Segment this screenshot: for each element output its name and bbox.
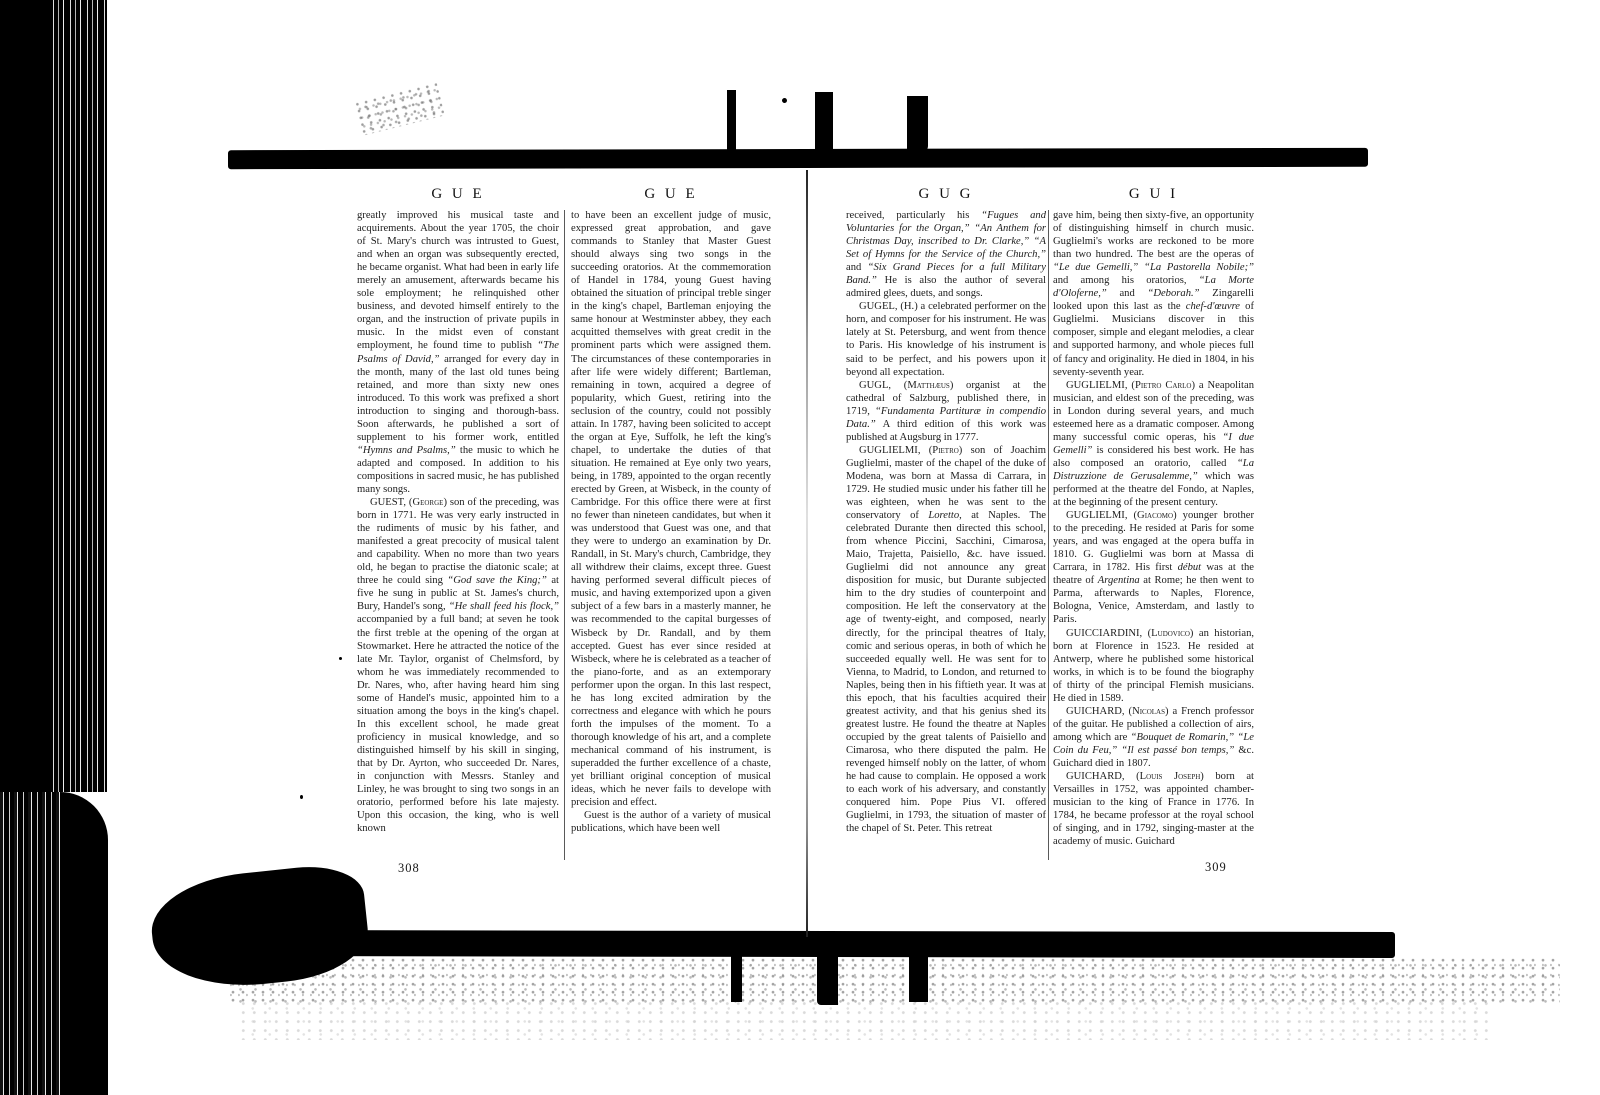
text-run: to have been an excellent judge of music, expressed great approbation, and gave commands to Stanley that Master Guest should always sing two songs in the succeeding oratorios. At the commemoration of Handel in 1784, young Guest having obtained the situation of principal treble singer in the king's chapel, Bartleman enjoying the same honour at Westminster abbey, they each acquitted themselves with great credit in the prominent parts which were assigned them. The circumstances of these contemporaries in after life were widely different; Bartleman, remaining in town, acquired a degree of popularity, which Guest, retiring into the seclusion of the country, could not possibly attain. In 1787, having been solicited to accept the organ at Eye, Suffolk, he left the king's chapel, to undertake the duties of that situation. He remained at Eye only two years, being, in 1789, appointed to the organ recently erected by Green, at Wisbeck, in the county of Cambridge. For this office there were at first no fewer than nineteen candidates, but when it was understood that Guest was one, and that they were to undergo an examination by Dr. Randall, in St. Mary's church, Cambridge, they all withdrew their claims, except three. Guest having performed several difficult pieces of music, and having extemporized upon a given subject of a few bars in a masterly manner, he was recommended to the capital burgesses of Wisbeck by Dr. Randall, and by them accepted. Guest has ever since resided at Wisbeck, where he is celebrated as a teacher of the piano-forte, and as an extemporary performer upon the organ. In this last respect, he has long excited admiration by the correctness and elegance with which he pours forth the impulses of the moment. To a thorough knowledge of his art, and a complete mechanical command of his instrument, is superadded the further excellence of a chaste, yet brilliant original conception of musical ideas, which he never fails to develope with precision and effect. — [571, 210, 771, 809]
text-run: &c. Guichard died in 1807. — [1053, 744, 1254, 769]
page-number: 309 — [1205, 860, 1227, 874]
text-run: “A Set of Hymns for the Service of the Church,” — [846, 236, 1046, 261]
text-run: “La Distruzzione de Gerusalemme,” — [1053, 457, 1254, 482]
text-run: “The Psalms of David,” — [357, 340, 559, 365]
text-run: the music to which he adapted and composed. In addition to his compositions in sacred music, he has published many songs. — [357, 444, 559, 495]
text-run: GUGLIELMI, ( — [1066, 510, 1138, 522]
text-run: GUGLIELMI, ( — [859, 444, 933, 456]
text-run: GUICHARD, ( — [1066, 771, 1140, 783]
text-run: “Hymns and Psalms,” — [357, 444, 456, 456]
text-run: and among his oratorios, — [1053, 275, 1199, 287]
text-run: accompanied by a full band; at seven he took the first treble at the opening of the organ at Stowmarket. Here he attracted the notice of the late Mr. Taylor, organist of Chelmsford, by whom he was immediately recommended to Dr. Nares, who, after having heard him sing some of Handel's music, appointed him to a situation among the boys in the king's chapel. In this excellent school, he made great proficiency in musical knowledge, and so distinguished himself by his skill in singing, that by Dr. Ayrton, who succeeded Dr. Nares, in conjunction with Messrs. Stanley and Linley, he was brought to sing two songs in an oratorio, performed before his late majesty. Upon this occasion, the king, who is well known — [357, 614, 559, 835]
text-run: Argentina — [1097, 575, 1140, 587]
text-run: GUICCIARDINI, ( — [1066, 627, 1152, 639]
paragraph — [1053, 379, 1254, 509]
text-run: ) an historian, born at Florence in 1523. He resided at Antwerp, where he published some historical works, in which is to be found the biography of thirty of the principal Flemish musicians. He died in 1589. — [1053, 627, 1254, 704]
book-top-edge — [228, 148, 1368, 169]
column-divider-right-page — [1048, 210, 1049, 860]
scan-smudge — [355, 82, 445, 135]
book-gutter-line — [806, 170, 808, 937]
text-run: Giacomo — [1137, 510, 1174, 522]
running-head: G U E — [644, 186, 698, 202]
paragraph — [357, 496, 559, 835]
text-run: was at the theatre of — [1053, 562, 1254, 587]
text-run: ) son of Joachim Guglielmi, master of the chapel of the duke of Modena, was born at Massa di Carrara, in 1729. He studied music under his father till he was eighteen, when he was sent to the conservatory of — [846, 444, 1046, 522]
text-run: “I due Gemelli” — [1053, 431, 1254, 456]
text-run: Zingarelli looked upon this last as the — [1053, 288, 1254, 313]
paragraph — [846, 209, 1046, 300]
running-head: G U I — [1128, 186, 1179, 202]
text-run: “La Morte d'Oloferne,” — [1053, 275, 1254, 300]
text-run: “God save the King;” — [447, 575, 547, 587]
bookmark-tab-top-3 — [907, 96, 928, 152]
left-page-column-2 — [571, 186, 771, 861]
text-run: ) a French professor of the guitar. He published a collection of airs, among which are — [1053, 705, 1254, 743]
text-run: “He shall feed his flock,” — [448, 601, 559, 613]
text-run: greatly improved his musical taste and acquirements. About the year 1705, the choir of St. Mary's church was intrusted to Guest, and when an organ was subsequently erected, he became organist. What had been in early life merely an amusement, afterwards became his sole employment; he relinquished other business, and devoted himself entirely to the organ, and the instruction of private pupils in music. In the midst even of constant employment, he found time to publish — [357, 210, 559, 352]
paragraph — [1053, 509, 1254, 626]
text-run: at Rome; he then went to Parma, afterwards to Naples, Florence, Bologna, Venice, Amsterdam, and lastly to Paris. — [1053, 575, 1254, 626]
text-run: at Naples. The celebrated Durante then directed this school, from whence Piccini, Sacchini, Cimarosa, Maio, Trajetta, Paisiello, &c. have issued. Guglielmi did not announce any great disposition for music, but Durante subjected him to the dry studies of counterpoint and composition. He left the conservatory at the age of twenty-eight, and composed, nearly directly, for the principal theatres of Italy, comic and serious operas, in both of which he succeeded equally well. He was sent for to Vienna, to Madrid, to London, and returned to Naples, being then in his fiftieth year. It was at this epoch, that his faculties acquired their greatest activity, and that his genius shed its greatest lustre. He found the theatre at Naples occupied by the great talents of Paisiello and Cimarosa, who there disputed the palm. He revenged himself nobly on the latter, of whom he had cause to complain. He opposed a work to each work of his adversary, and constantly conquered him. Pope Pius VI. offered Guglielmi, in 1793, the situation of master of the chapel of St. Peter. This retreat — [846, 510, 1046, 835]
text-run: “Six Grand Pieces for a full Military Band.” — [846, 262, 1046, 287]
text-run: and — [846, 262, 868, 274]
text-run: “Le Coin du Feu,” — [1053, 731, 1254, 756]
text-run: George — [412, 497, 444, 509]
paragraph — [571, 209, 771, 809]
text-run: chef-d'œuvre — [1185, 301, 1240, 313]
running-head: G U G — [918, 186, 974, 202]
text-run: “An Anthem for Christmas Day, inscribed to Dr. Clarke,” — [846, 223, 1046, 248]
left-page-column-1 — [357, 186, 559, 861]
running-head: G U E — [431, 186, 485, 202]
text-run: ) son of the preceding, was born in 1771. He was very early instructed in the rudiments of music by his father, and manifested a great precocity of musical talent and capability. When no more than two years old, he began to practise the diatonic scale; at three he could sing — [357, 497, 559, 587]
text-run: “Fugues and Voluntaries for the Organ,” — [846, 210, 1046, 235]
ink-speck — [339, 657, 342, 660]
column-divider-left-page — [564, 210, 565, 860]
paragraph — [571, 809, 771, 835]
text-run: GUGL, ( — [859, 379, 908, 391]
text-run: “Bouquet de Romarin,” — [1130, 731, 1235, 743]
text-run: Guest is the author of a variety of musical publications, which have been well — [571, 810, 771, 835]
text-run: He is also the author of several admired glees, duets, and songs. — [846, 275, 1046, 300]
page-number: 308 — [398, 861, 420, 875]
column-text — [357, 209, 559, 861]
book-left-page-edges — [0, 0, 107, 792]
text-run: “Fundamenta Partituræ in compendio Data.” — [846, 405, 1046, 430]
right-page-column-1 — [846, 186, 1046, 861]
text-run: Ludovico — [1151, 627, 1190, 639]
paragraph — [846, 300, 1046, 378]
text-run: “Deborah.” — [1147, 288, 1200, 300]
text-run: ) born at Versailles in 1752, was appointed chamber-musician to the king of France in 1776. In 1784, he became professor at the royal school of singing, and in 1792, singing-master at the academy of music. Guichard — [1053, 771, 1254, 848]
text-run: GUGLIELMI, ( — [1066, 379, 1135, 391]
column-text — [1053, 209, 1254, 861]
text-run: GUGEL, (H.) a celebrated performer on the horn, and composer for his instrument. He was lately at St. Petersburg, and went from thence to Paris. His knowledge of his instrument is said to be perfect, and his powers upon it beyond all expectation. — [846, 301, 1046, 378]
text-run: “La Pastorella Nobile;” — [1144, 262, 1254, 274]
text-run: of Guglielmi. Musicians discover in this composer, simple and elegant melodies, a clear and supported harmony, and whole pieces full of fancy and originality. He died in 1804, in his seventy-seventh year. — [1053, 301, 1254, 378]
text-run: gave him, being then sixty-five, an opportunity of distinguishing himself in church music. Guglielmi's works are reckoned to be more than two hundred. The best are the operas of — [1053, 210, 1254, 261]
paragraph — [1053, 627, 1254, 705]
paragraph — [846, 444, 1046, 835]
ink-speck — [781, 97, 787, 103]
text-run: ) younger brother to the preceding. He resided at Paris for some years, and was engaged at the opera buffa in 1810. G. Guglielmi was born at Massa di Carrara, in 1782. His first — [1053, 510, 1254, 574]
column-text — [846, 209, 1046, 861]
ink-speck — [300, 795, 303, 799]
text-run: A third edition of this work was published at Augsburg in 1777. — [846, 418, 1046, 443]
book-bottom-edge — [228, 930, 1395, 958]
text-run: and — [1106, 288, 1148, 300]
text-run: arranged for every day in the month, many of the last old tunes being retained, and more than sixty new ones introduced. To this work was prefixed a short introduction to singing and thorough-bass. Soon afterwards, he published a sort of supplement to his former work, entitled — [357, 353, 559, 443]
scan-noise-strip — [240, 1000, 1490, 1040]
text-run: at five he sung in public at St. James's church, Bury, Handel's song, — [357, 575, 559, 613]
text-run: ) a Neapolitan musician, and eldest son of the preceding, was in London during several years, and much esteemed here as a dramatic composer. Among many successful comic operas, his — [1053, 379, 1254, 443]
text-run: Louis Joseph — [1139, 771, 1201, 783]
text-run: début — [1177, 562, 1202, 574]
text-run: Pietro Carlo — [1134, 379, 1192, 391]
scan-noise-strip — [230, 957, 1560, 1003]
paragraph — [1053, 770, 1254, 848]
paragraph — [357, 209, 559, 496]
text-run: GUEST, ( — [370, 497, 413, 509]
text-run: ) organist at the cathedral of Salzburg, published there, in 1719, — [846, 379, 1046, 417]
text-run: Matthæus — [907, 379, 950, 391]
text-run: “Le due Gemelli,” — [1053, 262, 1139, 274]
paragraph — [846, 379, 1046, 444]
text-run: GUICHARD, ( — [1066, 705, 1133, 717]
bookmark-tab-top-1 — [727, 90, 736, 152]
text-run: which was performed at the theatre del Fondo, at Naples, at the beginning of the present century. — [1053, 470, 1254, 509]
paragraph — [1053, 209, 1254, 379]
text-run: “Il est passé bon temps,” — [1121, 744, 1235, 756]
text-run: Nicolas — [1132, 705, 1165, 717]
paragraph — [1053, 705, 1254, 770]
text-run: received, particularly his — [846, 210, 982, 221]
column-text — [571, 209, 771, 861]
book-right-page-edges — [0, 792, 108, 1095]
text-run: Loretto, — [928, 510, 962, 522]
right-page-column-2 — [1053, 186, 1254, 861]
text-run: is considered his best work. He has also composed an oratorio, called — [1053, 444, 1254, 469]
text-run: Pietro — [932, 444, 959, 456]
bookmark-tab-top-2 — [815, 92, 833, 152]
